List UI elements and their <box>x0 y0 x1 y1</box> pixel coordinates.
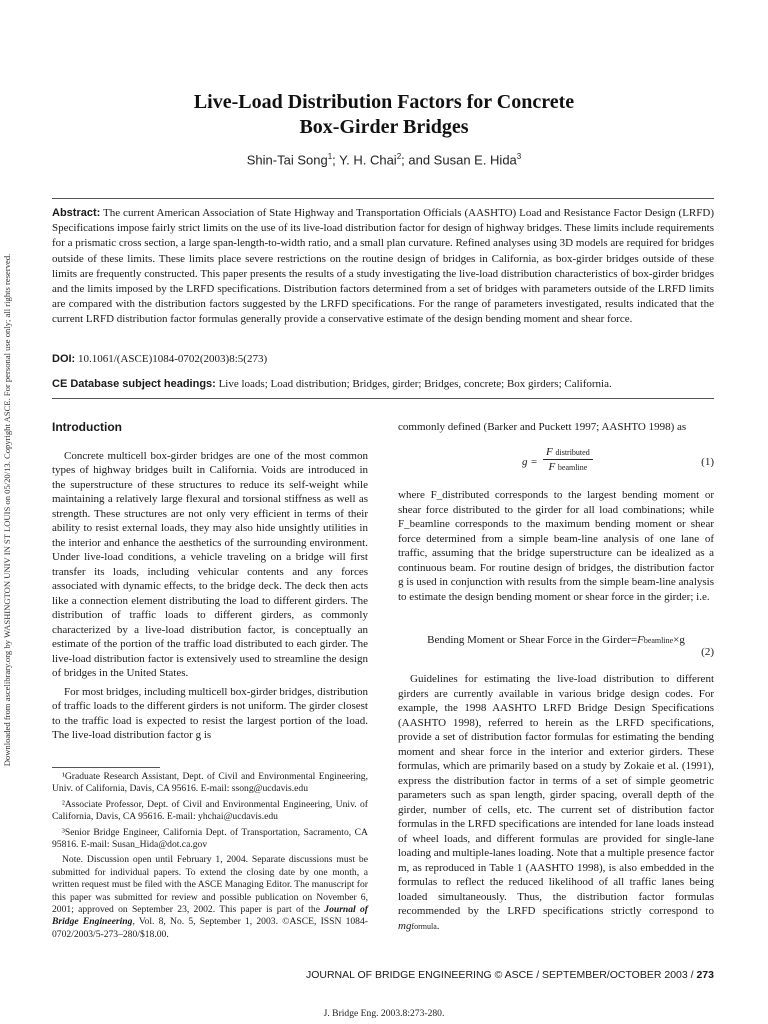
paper-title <box>60 90 708 140</box>
author-2-affil: 2 <box>396 152 402 161</box>
equation-1 <box>398 446 714 480</box>
intro-paragraph-2: For most bridges, including multicell box-girder bridges, distribution of traffic loads to the different girders is not uniform. The girder closest to the traffic load is expected to resist the largest portion of the load. The live-load distribution factor g is <box>52 685 368 741</box>
equation-2 <box>398 634 714 658</box>
abstract-top-rule <box>52 198 714 199</box>
equation-2-tail: ×g <box>673 634 685 646</box>
footnotes <box>52 771 368 944</box>
equation-1-den: F <box>548 461 556 473</box>
right-paragraph-2-var-sub: formula <box>411 921 437 931</box>
paper-title-line1: Live-Load Distribution Factors for Concrete <box>193 91 575 113</box>
author-2: ; Y. H. Chai <box>332 152 397 168</box>
equation-1-den-sub: beamline <box>557 463 588 472</box>
doi-value[interactable]: 10.1061/(ASCE)1084-0702(2003)8:5(273) <box>77 353 268 365</box>
equation-2-var-sub: beamline <box>643 636 674 645</box>
journal-footer <box>306 969 714 981</box>
equation-1-number: (1) <box>701 456 714 468</box>
right-paragraph-2-end: . <box>436 919 440 932</box>
abstract-text: The current American Association of State Highway and Transportation Officials (AASHTO) Load and Resistance Factor Design (LRFD) Specifications impose fairly strict limits on the use of its live-load distribution factor for design of highway bridges. These limits include requirements for a prismatic cross section, a large span-length-to-width ratio, and a small plan curvature. Refined analyses using 3D models are required for bridges outside of these limits. These limits place severe restrictions on the routine design of bridges in California, as box-girder bridges outside of these limits are frequently constructed. This paper presents the results of a study investigating the live-load distribution characteristics of box-girder bridges and the limits imposed by the LRFD specifications. Distribution factors determined from a set of bridges with parameters outside of the LRFD limits are compared with the distribution factors suggested by the LRFD specifications. For the range of parameters investigated, results indicated that the current LRFD distribution factor formulas generally provide a conservative estimate of the design bending moment and shear force. <box>52 207 714 326</box>
right-paragraph-2 <box>398 672 714 934</box>
right-paragraph-0: commonly defined (Barker and Puckett 1997; AASHTO 1998) as <box>398 421 687 433</box>
subject-headings-label: CE Database subject headings: <box>52 378 216 390</box>
equation-1-num-sub: distributed <box>555 448 590 457</box>
equation-2-var: F <box>637 634 644 646</box>
abstract-bottom-rule <box>52 398 714 399</box>
right-column-mid <box>398 488 714 608</box>
doi-label: DOI: <box>52 353 76 365</box>
footnote-note <box>52 854 368 941</box>
equation-2-number: (2) <box>701 646 714 658</box>
equation-1-lhs: g = <box>522 456 538 468</box>
right-paragraph-2-var: mg <box>398 919 412 932</box>
footnote-journal-name: Journal of Bridge Engineering <box>52 904 368 928</box>
footnote-note-text: Note. Discussion open until February 1, 2004. Separate discussions must be submitted for individual papers. To extend the closing date by one month, a written request must be filed with the ASCE Managing Editor. The manuscript for this paper was submitted for review and possible publication on November 6, 2001; approved on September 23, 2002. This paper is part of the <box>52 854 368 916</box>
paper-title-line2: Box-Girder Bridges <box>299 116 469 138</box>
equation-2-text: Bending Moment or Shear Force in the Girder= <box>427 634 638 646</box>
footnote-2: ²Associate Professor, Dept. of Civil and Environmental Engineering, Univ. of California, Davis, CA 95616. E-mail: yhchai@ucdavis.edu <box>52 798 368 823</box>
journal-footer-page: 273 <box>696 969 714 981</box>
subject-headings-line <box>52 378 714 390</box>
equation-1-num: F <box>546 446 553 458</box>
author-3-affil: 3 <box>516 152 522 161</box>
right-column-top <box>398 420 714 439</box>
abstract-block <box>52 206 714 328</box>
abstract-label: Abstract: <box>52 207 101 219</box>
footnote-note-end: , Vol. 8, No. 5, September 1, 2003. ©ASCE, ISSN 1084-0702/2003/5-273–280/$18.00. <box>52 916 368 940</box>
author-3: ; and Susan E. Hida <box>401 152 517 168</box>
doi-line <box>52 353 714 365</box>
right-paragraph-2-text: Guidelines for estimating the live-load distribution to different girders are currently available in various bridge design codes. For example, the 1998 AASHTO LRFD Bridge Design Specifications (AASHTO 1998), referred to herein as the LRFD specifications, provide a set of distribution factor formulas for estimating the bending moment and shear force in the interior and exterior girders. These formulas, which are primarily based on a study by Zokaie et al. (1991), express the distribution factor in terms of a set of simple geometric parameters such as span length, girder spacing, overall depth of the girder, number of cells, etc. The current set of distribution factor formulas in the LRFD specifications are intended for lane loads instead of wheel loads, and different formulas are provided for single-lane loading and multiple-lanes loading. Note that a multiple presence factor m, as reproduced in Table 1 (AASHTO 1998), is also embedded in the formulas to reflect the reduced likelihood of all traffic lanes being loaded simultaneously. Thus, the distribution factor formulas recommended by the LRFD specifications strictly correspond to <box>398 673 714 917</box>
intro-paragraph-1: Concrete multicell box-girder bridges are one of the most common types of highway bridges built in California. Voids are introduced in the superstructure of these structures to reduce its self-weight while maintaining a relatively large flexural and torsional stiffness as well as strength. These structures are not only very efficient in terms of their ability to resist external loads, they may also hide unsightly utilities in the interior and enhance the aesthetics of the surrounding environment. Under live-load conditions, a vehicle traveling on a bridge will first transfer its loads, including vehicular contents and any forces associated with dynamic effects, to the bridge deck. The deck then acts like a connection element distributing the load to different girders. The distribution of traffic loads to different girders, as commonly characterized by a live-load distribution factor, is conceptually an estimate of the portion of the traffic load distributed to each girder. The live-load distribution factor is extensively used to streamline the design of bridges in the United States. <box>52 449 368 679</box>
author-1-affil: 1 <box>327 152 333 161</box>
left-column <box>52 420 368 747</box>
download-watermark <box>0 190 14 830</box>
right-paragraph-1: where F_distributed corresponds to the largest bending moment or shear force distributed to the girder for all load combinations; while F_beamline corresponds to the maximum bending moment or shear force determined from a simple beam-line analysis of one lane of traffic, assuming that the bridge superstructure can be idealized as a continuous beam. For routine design of bridges, the distribution factor g is used in conjunction with results from the simple beam-line analysis to estimate the design bending moment or shear force in the girder; i.e. <box>398 489 714 603</box>
right-column-bottom <box>398 672 714 938</box>
download-watermark-text: Downloaded from ascelibrary.org by WASHINGTON UNIV IN ST LOUIS on 05/20/13. Copyright ASCE. For personal use only; all rights reserved. <box>2 253 12 767</box>
footnote-3: ³Senior Bridge Engineer, California Dept. of Transportation, Sacramento, CA 95816. E-mail: Susan_Hida@dot.ca.gov <box>52 826 368 851</box>
author-1: Shin-Tai Song <box>246 152 328 168</box>
citation-line: J. Bridge Eng. 2003.8:273-280. <box>323 1008 445 1019</box>
author-list <box>60 152 708 167</box>
footnote-1: ¹Graduate Research Assistant, Dept. of Civil and Environmental Engineering, Univ. of California, Davis, CA 95616. E-mail: ssong@ucdavis.edu <box>52 771 368 795</box>
section-heading-introduction: Introduction <box>52 420 122 434</box>
journal-footer-text: JOURNAL OF BRIDGE ENGINEERING © ASCE / SEPTEMBER/OCTOBER 2003 / <box>305 969 697 981</box>
subject-headings-value: Live loads; Load distribution; Bridges, girder; Bridges, concrete; Box girders; California. <box>218 378 612 390</box>
equation-1-fraction <box>543 446 593 473</box>
footnote-rule <box>52 767 160 768</box>
